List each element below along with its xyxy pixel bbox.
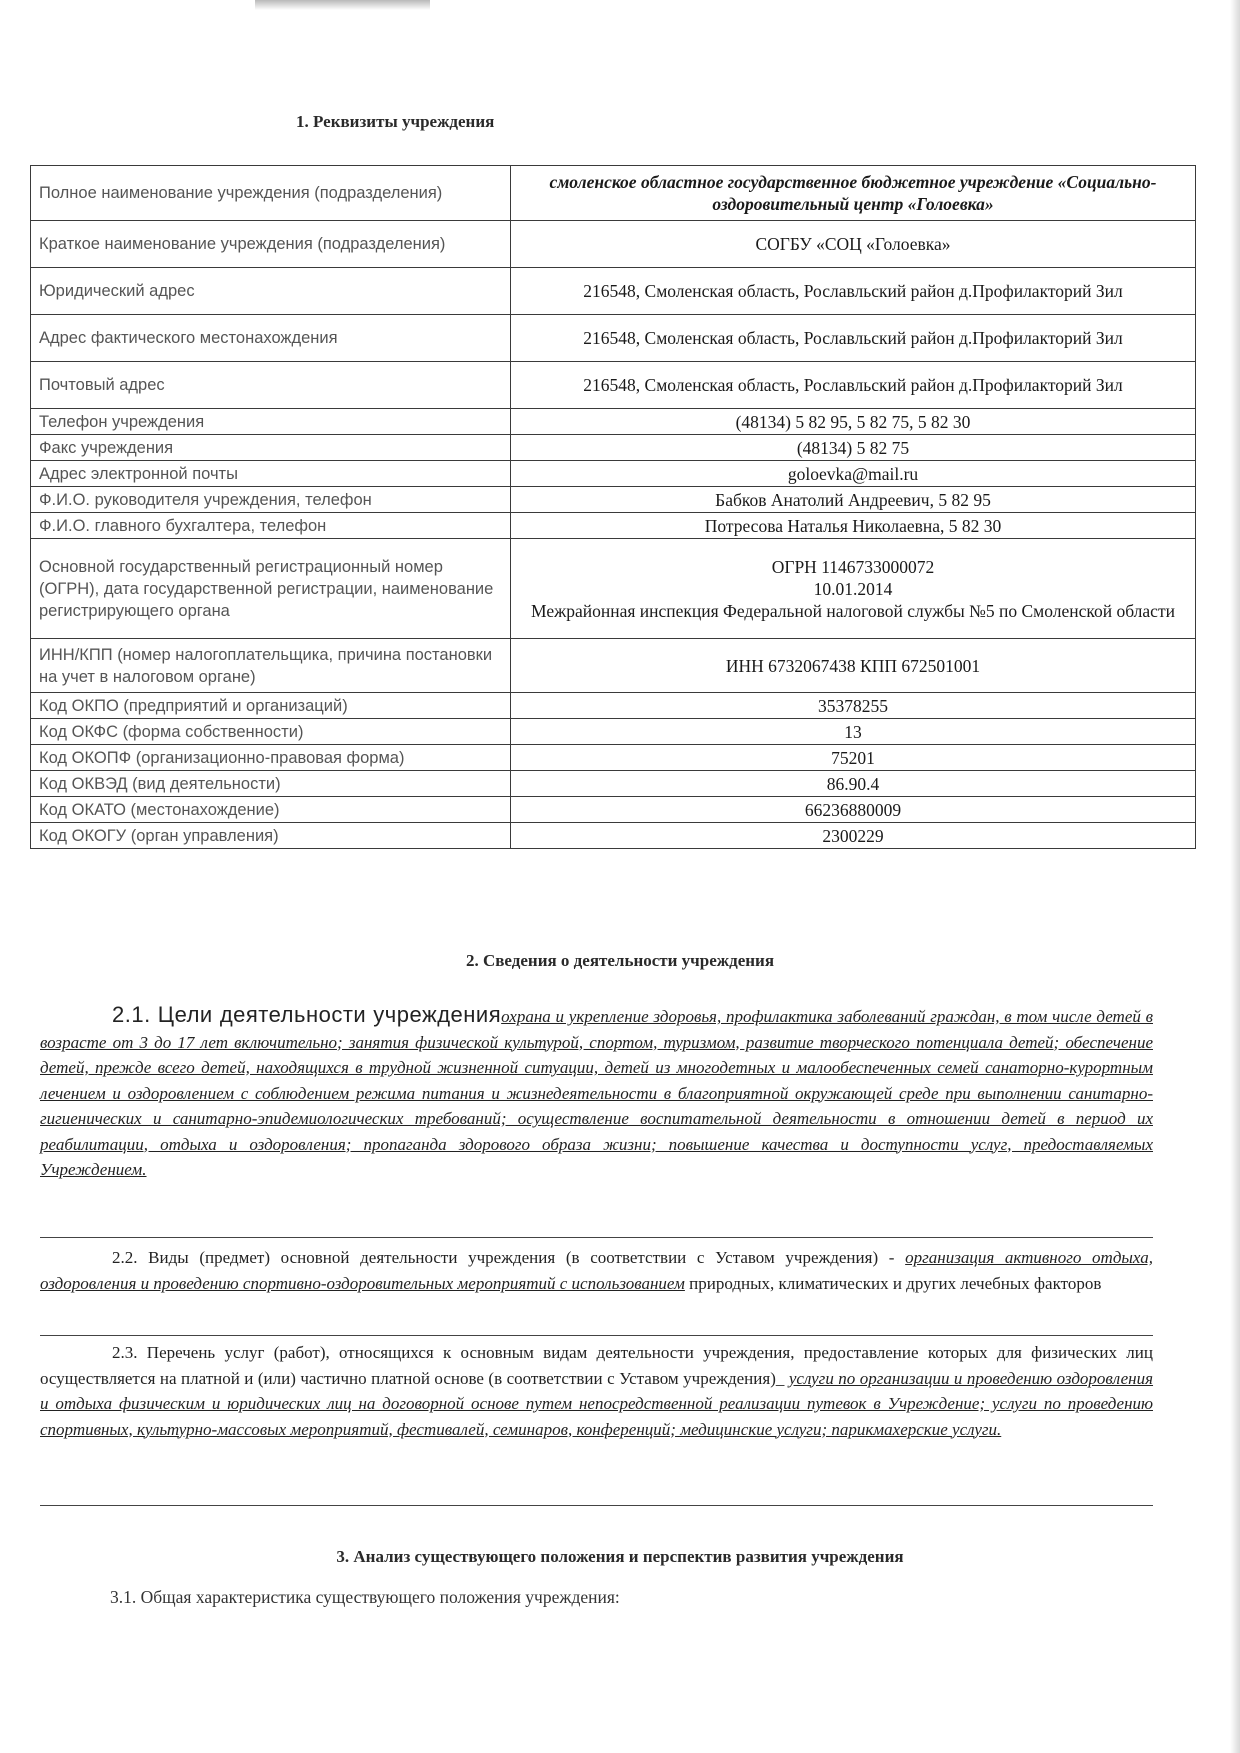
requisite-value: 216548, Смоленская область, Рославльский район д.Профилакторий Зил [511,362,1196,409]
section-3-title: 3. Анализ существующего положения и перспектив развития учреждения [336,1547,904,1566]
requisite-value: СОГБУ «СОЦ «Голоевка» [511,221,1196,268]
requisite-value: (48134) 5 82 75 [511,435,1196,461]
paragraph-2-2-tail: природных, климатических и других лечебных факторов [689,1273,1102,1293]
requisite-label: Юридический адрес [31,268,511,315]
requisite-value: ИНН 6732067438 КПП 672501001 [511,639,1196,693]
requisite-value: ОГРН 1146733000072 10.01.2014 Межрайонная инспекция Федеральной налоговой службы №5 по Смоленской области [511,539,1196,639]
requisite-label: Краткое наименование учреждения (подразделения) [31,221,511,268]
requisite-label: Адрес электронной почты [31,461,511,487]
requisite-value: 2300229 [511,823,1196,849]
requisite-value: 216548, Смоленская область, Рославльский район д.Профилакторий Зил [511,268,1196,315]
requisite-value: смоленское областное государственное бюджетное учреждение «Социально-оздоровительный центр «Голоевка» [511,166,1196,221]
requisite-value: 75201 [511,745,1196,771]
requisite-label: Код ОКОПФ (организационно-правовая форма) [31,745,511,771]
requisites-row [31,435,1196,461]
divider-line [40,1335,1153,1336]
requisites-row [31,539,1196,639]
requisite-label: Полное наименование учреждения (подразделения) [31,166,511,221]
requisites-table [30,165,1196,849]
requisites-row [31,797,1196,823]
requisites-row [31,771,1196,797]
requisite-value: goloevka@mail.ru [511,461,1196,487]
requisites-row [31,513,1196,539]
requisite-label: Код ОКПО (предприятий и организаций) [31,693,511,719]
requisite-value: 86.90.4 [511,771,1196,797]
requisite-label: Код ОКВЭД (вид деятельности) [31,771,511,797]
paragraph-2-3 [40,1340,1153,1442]
paragraph-2-2-head: 2.2. Виды (предмет) основной деятельности учреждения (в соответствии с Уставом учреждения) - [112,1248,895,1267]
requisite-value: Потресова Наталья Николаевна, 5 82 30 [511,513,1196,539]
requisites-row [31,362,1196,409]
paragraph-3-1: 3.1. Общая характеристика существующего положения учреждения: [110,1587,620,1607]
requisite-label: Код ОКФС (форма собственности) [31,719,511,745]
page-edge-shadow [1230,0,1240,1753]
paragraph-2-2 [40,1245,1153,1296]
requisite-label: Почтовый адрес [31,362,511,409]
requisite-label: ИНН/КПП (номер налогоплательщика, причина постановки на учет в налоговом органе) [31,639,511,693]
paragraph-2-3-head: 2.3. Перечень услуг (работ), относящихся к основным видам деятельности учреждения, предоставление которых для физических лиц осуществляется на платной и (или) частично платной основе (в соответствии с Уставом учреждения)_ [40,1343,1153,1388]
requisite-value: Бабков Анатолий Андреевич, 5 82 95 [511,487,1196,513]
requisites-row [31,745,1196,771]
scan-mark [255,0,430,10]
requisite-label: Ф.И.О. руководителя учреждения, телефон [31,487,511,513]
divider-line [40,1505,1153,1506]
section-1-title: 1. Реквизиты учреждения [296,112,495,131]
divider-line [40,1237,1153,1238]
requisite-label: Основной государственный регистрационный номер (ОГРН), дата государственной регистрации, наименование регистрирующего органа [31,539,511,639]
requisite-label: Код ОКОГУ (орган управления) [31,823,511,849]
requisite-label: Адрес фактического местонахождения [31,315,511,362]
requisites-row [31,221,1196,268]
requisites-row [31,719,1196,745]
requisites-row [31,487,1196,513]
paragraph-2-3-text: услуги по организации и проведению оздоровления и отдыха физическим и юридических лиц на договорной основе путем непосредственной реализации путевок в Учреждение; услуги по проведению спортивных, культурно-массовых мероприятий, фестивалей, семинаров, конференций; медицинские услуги; парикмахерские услуги. [40,1368,1154,1439]
requisite-label: Ф.И.О. главного бухгалтера, телефон [31,513,511,539]
requisite-value: 66236880009 [511,797,1196,823]
requisite-value: 35378255 [511,693,1196,719]
requisites-row [31,409,1196,435]
requisites-row [31,461,1196,487]
requisite-value: 13 [511,719,1196,745]
requisites-row [31,268,1196,315]
section-2-title: 2. Сведения о деятельности учреждения [465,951,775,970]
paragraph-2-1-text: охрана и укрепление здоровья, профилактика заболеваний граждан, в том числе детей в возрасте от 3 до 17 лет включительно; занятия физической культурой, спортом, туризмом, развитие творческого потенциала детей; обеспечение детей, прежде всего детей, находящихся в трудной жизненной ситуации, детей из многодетных и малообеспеченных семей санаторно-курортным лечением и оздоровлением с соблюдением режима питания и жизнедеятельности в благоприятной окружающей среде при выполнении санитарно-гигиенических и санитарно-эпидемиологических требований; осуществление воспитательной деятельности в отношении детей в период их реабилитации, отдыха и оздоровления; пропаганда здорового образа жизни; повышение качества и доступности услуг, предоставляемых Учреждением. [40,1007,1153,1179]
requisite-label: Факс учреждения [31,435,511,461]
requisite-value: (48134) 5 82 95, 5 82 75, 5 82 30 [511,409,1196,435]
requisite-label: Телефон учреждения [31,409,511,435]
requisites-row [31,639,1196,693]
requisites-row [31,166,1196,221]
paragraph-2-2-underlined: организация активного отдыха, оздоровления и проведению спортивно-оздоровительных мероприятий с использованием [40,1248,1154,1293]
requisite-value: 216548, Смоленская область, Рославльский район д.Профилакторий Зил [511,315,1196,362]
requisites-row [31,823,1196,849]
paragraph-2-1 [40,1002,1153,1183]
requisites-row [31,693,1196,719]
paragraph-2-1-head: 2.1. Цели деятельности учреждения [112,1002,502,1027]
requisite-label: Код ОКАТО (местонахождение) [31,797,511,823]
requisites-row [31,315,1196,362]
